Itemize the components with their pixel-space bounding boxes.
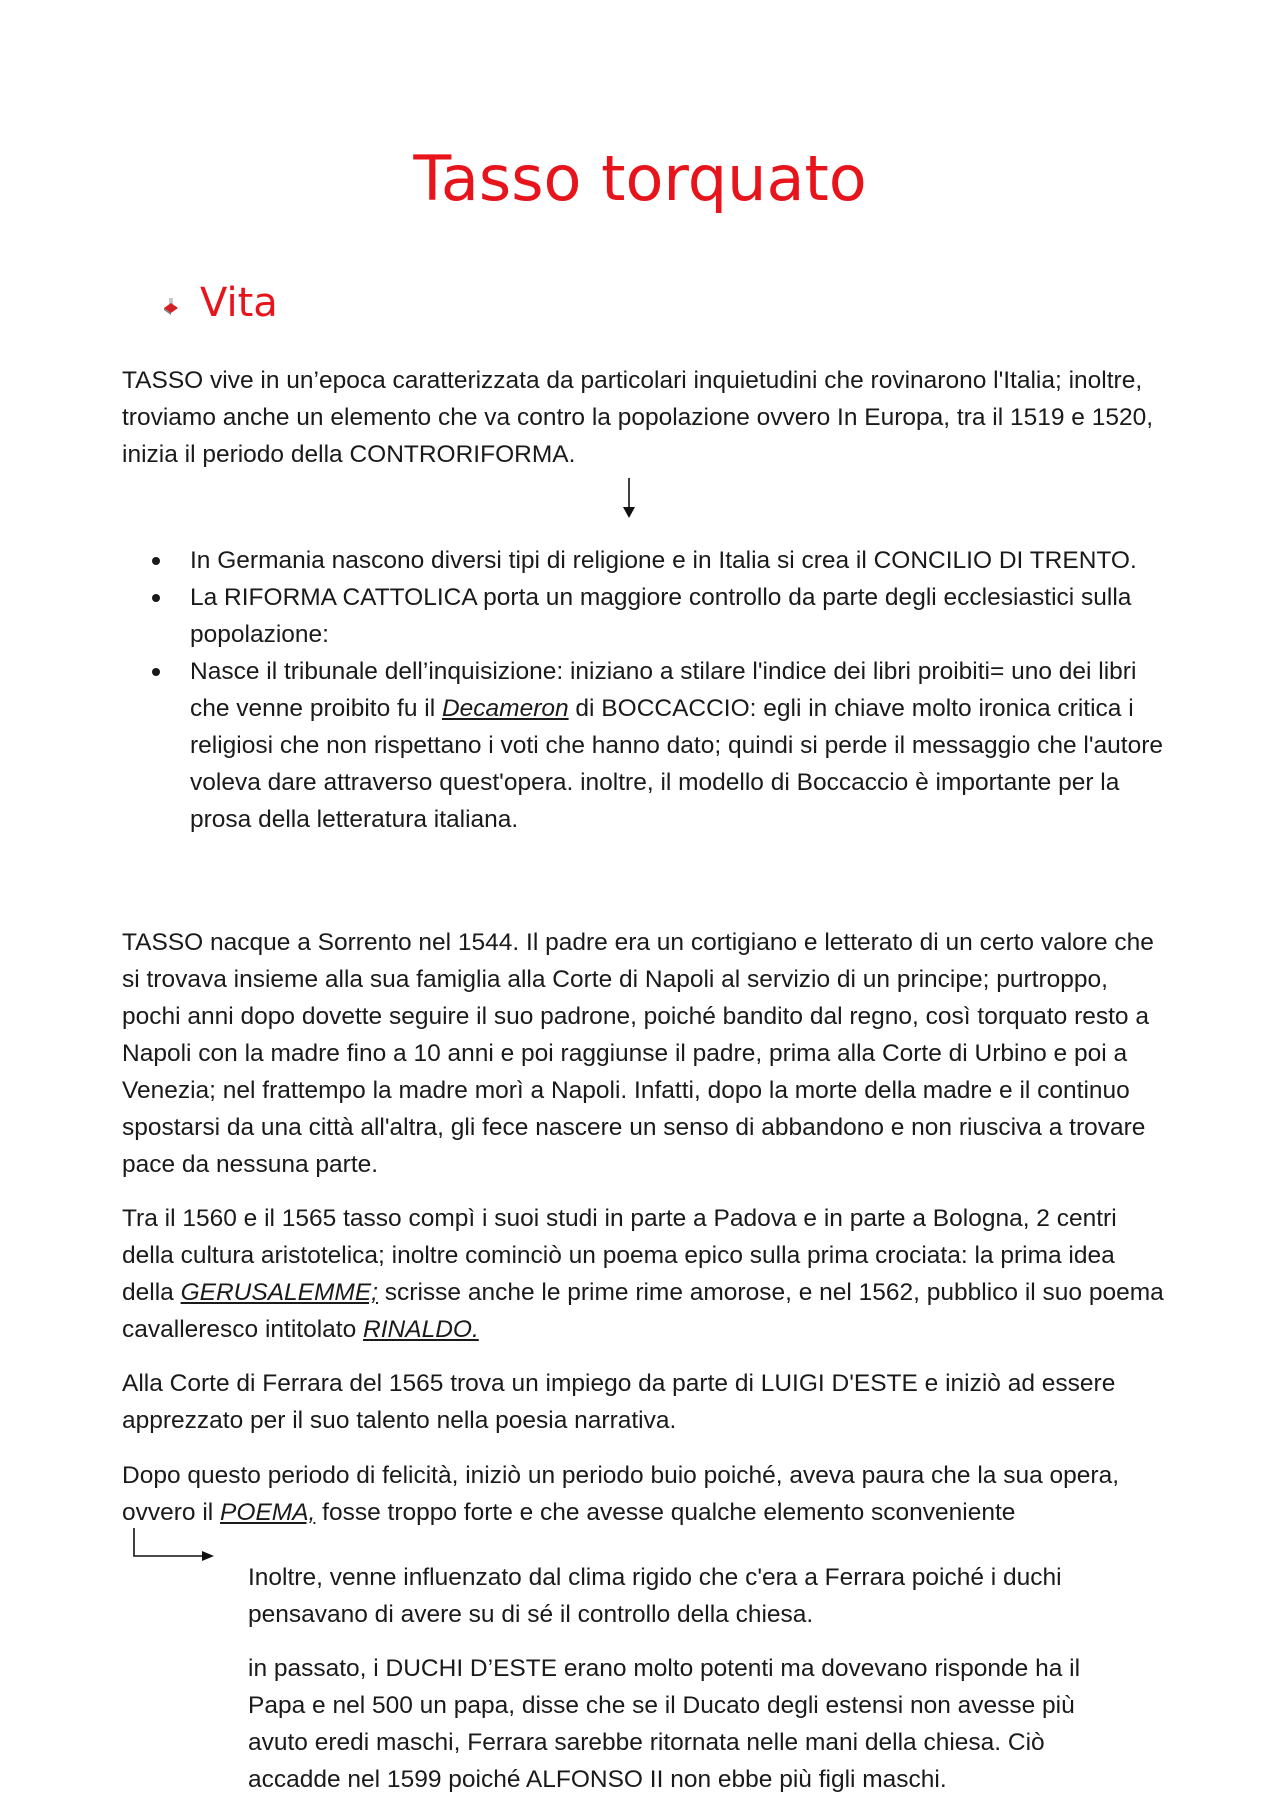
birth-paragraph: TASSO nacque a Sorrento nel 1544. Il padre era un cortigiano e letterato di un certo valore che si trovava insieme alla sua famiglia alla Corte di Napoli al servizio di un principe; purtroppo, pochi anni dopo dovette seguire il suo padrone, poiché bandito dal regno, così torquato resto a Napoli con la madre fino a 10 anni e poi raggiunse il padre, prima alla Corte di Urbino e poi a Venezia; nel frattempo la madre morì a Napoli. Infatti, dopo la morte della madre e il continuo spostarsi da una città all'altra, gli fece nascere un senso di abbandono e non riusciva a trovare pace da nessuna parte.: [122, 929, 1154, 1178]
elbow-arrow-icon: [130, 1528, 216, 1564]
list-item: La RIFORMA CATTOLICA porta un maggiore controllo da parte degli ecclesiastici sulla popolazione:: [122, 579, 1172, 653]
paragraph-text: Dopo questo periodo di felicità, iniziò un periodo buio poiché, aveva paura che la sua opera, ovvero il: [122, 1462, 1119, 1526]
paragraph-text: Tra il 1560 e il 1565 tasso compì i suoi studi in parte a Padova e in parte a Bologna, 2 centri della cultura aristotelica; inoltre cominciò un poema epico sulla prima crociata: la prima idea della: [122, 1205, 1117, 1306]
paragraph-text: scrisse anche le prime rime amorose, e nel 1562, pubblico il suo poema cavalleresco intitolato: [122, 1279, 1164, 1343]
section-heading-vita: [162, 280, 278, 326]
ferrara-paragraph: Alla Corte di Ferrara del 1565 trova un impiego da parte di LUIGI D'ESTE e iniziò ad essere apprezzato per il suo talento nella poesia narrativa.: [122, 1370, 1116, 1434]
section-label: Vita: [200, 280, 278, 326]
indented-paragraph-1: Inoltre, venne influenzato dal clima rigido che c'era a Ferrara poiché i duchi pensavano di avere su di sé il controllo della chiesa.: [248, 1564, 1062, 1628]
document-title: Tasso torquato: [413, 142, 867, 215]
list-item: In Germania nascono diversi tipi di religione e in Italia si crea il CONCILIO DI TRENTO.: [122, 542, 1172, 579]
arrow-down-icon: [622, 478, 636, 518]
list-item-text: Nasce il tribunale dell’inquisizione: iniziano a stilare l'indice dei libri proibiti= uno dei libri che venne proibito fu il: [190, 658, 1137, 722]
paragraph-text: fosse troppo forte e che avesse qualche elemento sconveniente: [315, 1499, 1016, 1526]
work-title-poema: POEMA,: [220, 1499, 316, 1526]
indented-paragraph-2: in passato, i DUCHI D’ESTE erano molto potenti ma dovevano risponde ha il Papa e nel 500 un papa, disse che se il Ducato degli estensi non avesse più avuto eredi maschi, Ferrara sarebbe ritornata nelle mani della chiesa. Ciò accadde nel 1599 poiché ALFONSO II non ebbe più figli maschi.: [248, 1655, 1081, 1793]
work-title-rinaldo: RINALDO.: [363, 1316, 479, 1343]
bullet-list: [122, 542, 1172, 838]
work-title-gerusalemme: GERUSALEMME;: [180, 1279, 378, 1306]
intro-paragraph: TASSO vive in un’epoca caratterizzata da particolari inquietudini che rovinarono l'Italia; inoltre, troviamo anche un elemento che va contro la popolazione ovvero In Europa, tra il 1519 e 1520, inizia il periodo della CONTRORIFORMA.: [122, 367, 1154, 468]
dark-period-paragraph: [122, 1457, 1172, 1531]
work-title-decameron: Decameron: [441, 695, 569, 722]
studies-paragraph: [122, 1200, 1172, 1348]
list-item: [122, 653, 1172, 838]
list-item-text: di BOCCACCIO: egli in chiave molto ironica critica i religiosi che non rispettano i voti che hanno dato; quindi si perde il messaggio che l'autore voleva dare attraverso quest'opera. inoltre, il modello di Boccaccio è importante per la prosa della letteratura italiana.: [190, 695, 1164, 833]
flag-bullet-icon: [162, 297, 180, 315]
